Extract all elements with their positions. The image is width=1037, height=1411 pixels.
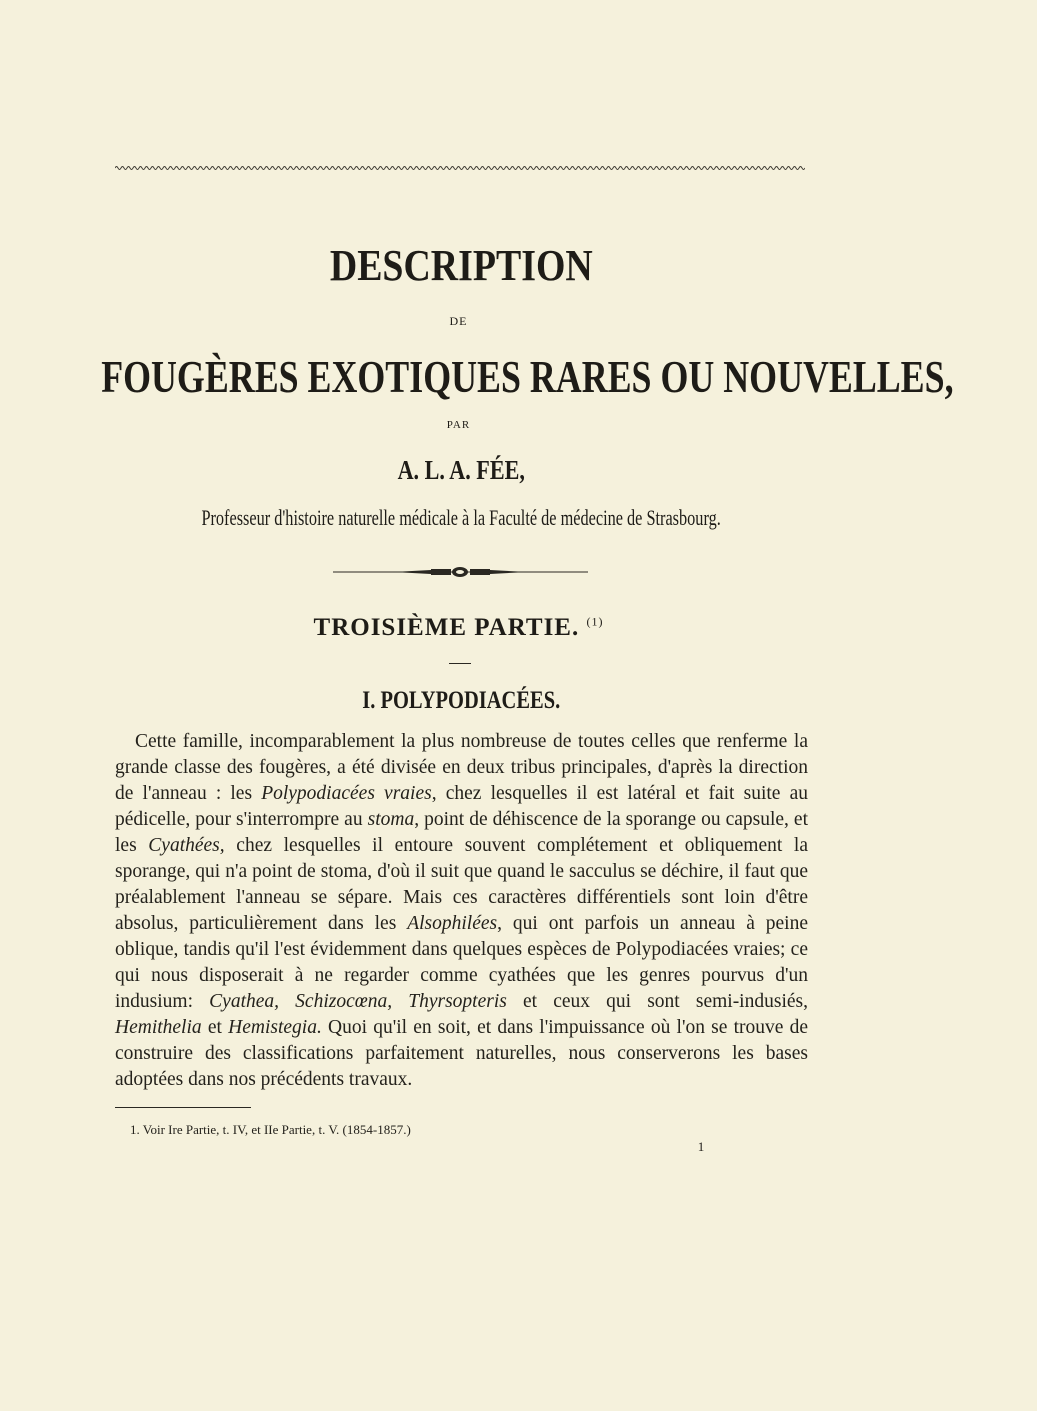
body-italic-term: Hemithelia	[115, 1017, 202, 1038]
page-title: DESCRIPTION	[329, 241, 593, 290]
footnote-marker: (1)	[586, 614, 604, 629]
body-text-segment: Cette famille, incomparablement la plus nombreuse de toutes celles que renferme la grande classe des fougères, a été divisée en deux tribus principales, d'après la direction de l'anneau : les	[115, 731, 808, 804]
body-text-segment: , point de déhiscence de la sporange ou capsule, et les	[115, 809, 809, 856]
author-name: A. L. A. FÉE,	[397, 455, 525, 485]
section-divider	[449, 663, 471, 664]
footnote-rule	[115, 1107, 251, 1108]
body-text-segment: , qui ont parfois un anneau à peine oblique, tandis qu'il l'est évidemment dans quelques espèces de Polypodiacées vraies; ce qui nous disposerait à ne regarder comme cyathées que les genres pourvus d'un indusium:	[115, 913, 808, 1012]
wavy-rule-ornament	[115, 162, 805, 174]
body-text-segment: Quoi qu'il en soit, et dans l'impuissance où l'on se trouve de construire des classifications parfaitement naturelles, nous conserverons les bases adoptées dans nos précédents travaux.	[115, 1017, 809, 1090]
body-text-segment: chez lesquelles il entoure souvent complétement et obliquement la sporange, qui n'a point de stoma, d'où il suit que quand le sacculus se déchire, il faut que préalablement l'anneau se sépare. Mais ces caractères différentiels sont loin d'être absolus, particulièrement dans les	[115, 835, 808, 934]
body-italic-term: Cyathea, Schizocœna, Thyrsopteris	[209, 991, 507, 1012]
footnote: 1. Voir Ire Partie, t. IV, et IIe Partie, t. V. (1854-1857.)	[130, 1122, 411, 1137]
part-heading	[0, 614, 1037, 642]
page-number: 1	[697, 1139, 705, 1154]
page-subtitle: FOUGÈRES EXOTIQUES RARES OU NOUVELLES,	[101, 351, 954, 402]
body-italic-term: Alsophilées	[407, 913, 498, 934]
part-heading-text: TROISIÈME PARTIE.	[313, 614, 580, 641]
body-italic-term: Cyathées,	[148, 835, 225, 856]
author-affiliation: Professeur d'histoire naturelle médicale à la Faculté de médecine de Strasbourg.	[201, 505, 721, 530]
divider-ornament	[333, 565, 588, 579]
body-italic-term: Polypodiacées vraies	[261, 783, 432, 804]
body-italic-term: stoma	[367, 809, 415, 830]
section-heading: I. POLYPODIACÉES.	[362, 687, 561, 714]
body-text-segment: et	[201, 1017, 229, 1038]
body-italic-term: Hemistegia.	[228, 1017, 322, 1038]
body-text-segment: et ceux qui sont semi-indusiés,	[506, 991, 808, 1012]
author-connector-par: PAR	[446, 419, 471, 431]
body-text-segment: , chez lesquelles il est latéral et fait suite au pédicelle, pour s'interrompre au	[115, 783, 808, 830]
body-paragraph	[115, 729, 808, 1093]
title-connector-de: DE	[449, 314, 468, 328]
